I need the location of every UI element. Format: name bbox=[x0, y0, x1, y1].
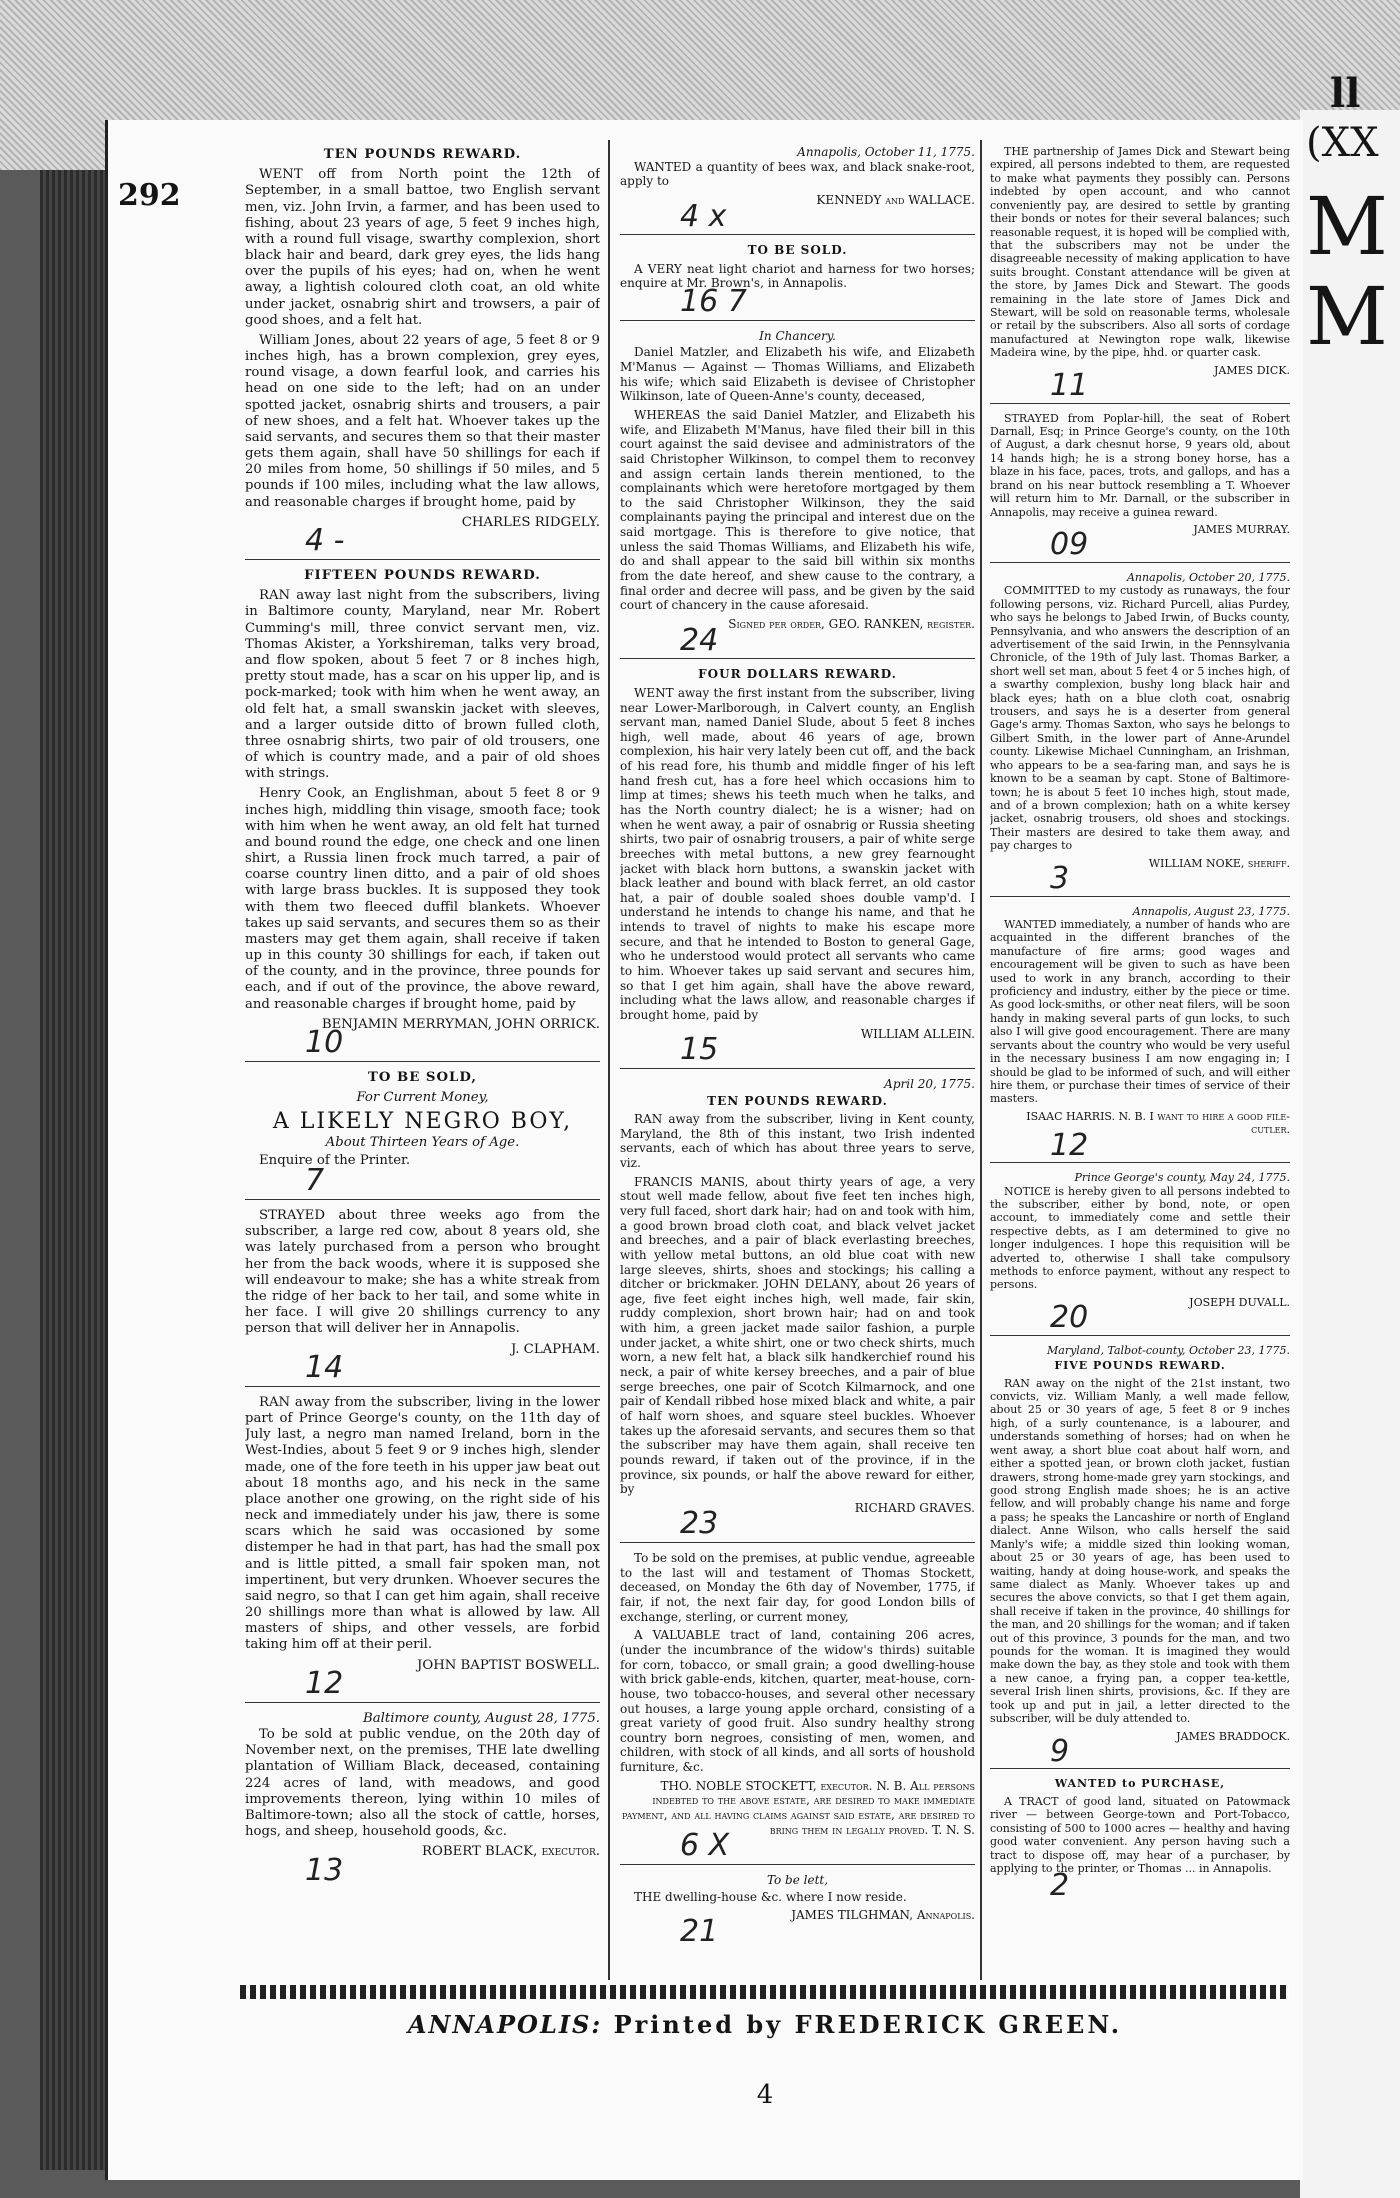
advertisement bbox=[620, 1551, 975, 1865]
handwritten-annotation: 7 bbox=[305, 1162, 325, 1198]
ad-signature: WILLIAM NOKE, sheriff. bbox=[1148, 856, 1290, 870]
ad-lead-paragraph: Daniel Matzler, and Elizabeth his wife, and Elizabeth M'Manus — Against — Thomas Williams, and Elizabeth his wife; which said Elizabeth is devisee of Christopher Wilkinson, late of Queen-Anne's county, deceased, bbox=[620, 345, 975, 404]
ad-signature: THO. NOBLE STOCKETT, executor. N. B. All persons indebted to the above estate, are desired to make immediate payment, and all having claims against said estate, are desired to bring them in legally proved. T. N. S. bbox=[621, 1778, 975, 1837]
column-rule bbox=[980, 140, 982, 1980]
facing-page-fragment: (XX bbox=[1306, 120, 1379, 166]
handwritten-annotation: 14 bbox=[305, 1349, 344, 1385]
handwritten-annotation: 9 bbox=[1050, 1733, 1070, 1769]
ad-body-paragraph: Enquire of the Printer. bbox=[259, 1152, 411, 1168]
ad-signature: Signed per order, GEO. RANKEN, register. bbox=[728, 616, 975, 631]
handwritten-annotation: 23 bbox=[680, 1506, 719, 1542]
handwritten-annotation: 09 bbox=[1050, 527, 1089, 563]
ad-lead-paragraph: COMMITTED to my custody as runaways, the four following persons, viz. Richard Purcell, alias Purdey, who says he belongs to Jabed Irwin, of Bucks county, Pennsylvania, and who answers the description of an advertisement of the said Irwin, in the Pennsylvania Chronicle, of the 19th of July last. Thomas Barker, a short well set man, about 5 feet 4 or 5 inches high, of a swarthy complexion, bushy long black hair and black eyes; hath on a blue cloth coat, osnabrig trousers, and says he is a deserter from general Gage's army. Thomas Saxton, who says he belongs to Gilbert Smith, in the lower part of Anne-Arundel county. Likewise Michael Cunningham, an Irishman, who appears to be a sea-faring man, and says he is known to be a seaman by capt. Stone of Baltimore-town; he is about 5 feet 10 inches high, stout made, and of a brown complexion; hath on a white kersey jacket, osnabrig trousers, old shoes and stockings. Their masters are desired to take them away, and pay charges to bbox=[990, 584, 1290, 853]
advertisement bbox=[990, 412, 1290, 563]
ad-lead-paragraph: WANTED immediately, a number of hands who are acquainted in the different branches of the manufacture of fire arms; good wages and encouragement will be given to such as have been used to work in any branch, according to their proficiency and industry, either by the piece or time. As good lock-smiths, or other neat filers, will be soon handy in making several parts of gun locks, to such also I will give good encouragement. There are many servants about the country who would be very useful in the necessary business I am now engaging in; I should be glad to be informed of such, and will either hire them, or purchase their times of service of their masters. bbox=[990, 917, 1290, 1106]
advertisement bbox=[245, 1711, 600, 1889]
handwritten-annotation: 4 x bbox=[680, 198, 727, 234]
ad-subheading: About Thirteen Years of Age. bbox=[325, 1134, 520, 1150]
advertisement bbox=[990, 1344, 1290, 1770]
ad-lead-paragraph: NOTICE is hereby given to all persons indebted to the subscriber, either by bond, note, or open account, to immediately come and settle their respective debts, as I am determined to give no longer indulgences. I hope this requisition will be adverted to, otherwise I shall take compulsory methods to enforce payment, without any respect to persons. bbox=[990, 1184, 1290, 1292]
ad-body-paragraph: William Jones, about 22 years of age, 5 feet 8 or 9 inches high, has a brown complexion, grey eyes, round visage, a down fearful look, and carries his head on one side to the left; had on an under spotted jacket, osnabrig shirts and trousers, a pair of new shoes, and a felt hat. Whoever takes up the said servants, and secures them so that their master gets them again, shall have 50 shillings for each if 20 miles from home, 50 shillings if 50 miles, and 5 pounds if 100 miles, including what the law allows, and reasonable charges if brought home, paid by bbox=[245, 332, 600, 510]
advertisement bbox=[245, 147, 600, 560]
ad-heading: TO BE SOLD, bbox=[368, 1070, 477, 1086]
imprint bbox=[240, 2010, 1290, 2039]
top-mark: ll bbox=[1330, 70, 1361, 117]
ad-signature: JAMES MURRAY. bbox=[1193, 522, 1290, 536]
imprint-printed: Printed by bbox=[613, 2010, 784, 2039]
ad-body-paragraph: Henry Cook, an Englishman, about 5 feet 8 or 9 inches high, middling thin visage, smooth face; took with him when he went away, an old felt hat turned and bound round the edge, one check and one linen shirt, a Russia linen frock much tarred, a pair of coarse country linen ditto, and a pair of old shoes with large brass buckles. It is supposed they took with them two fleeced duffil blankets. Whoever takes up said servants, and secures them so as their masters may get them again, shall receive if taken up in this county 30 shillings for each, if taken out of the county, and in the province, three pounds for each, and if out of the province, the above reward, and reasonable charges if brought home, paid by bbox=[245, 786, 600, 1012]
ad-heading: TEN POUNDS REWARD. bbox=[707, 1093, 888, 1108]
ad-signature: JOHN BAPTIST BOSWELL. bbox=[417, 1657, 600, 1673]
ad-signature: ROBERT BLACK, executor. bbox=[422, 1844, 600, 1860]
ad-lead-paragraph: WENT off from North point the 12th of September, in a small battoe, two English servant men, viz. John Irvin, a farmer, and has been used to fishing, about 23 years of age, 5 feet 9 inches high, with a round full visage, swarthy complexion, short black hair and beard, dark grey eyes, the lids hang over the pupils of his eyes; had on, when he went away, a lightish coloured cloth coat, an old white under jacket, osnabrig shirt and trowsers, a pair of good shoes, and a felt hat. bbox=[245, 167, 600, 328]
column-2 bbox=[620, 145, 975, 1957]
handwritten-annotation: 6 X bbox=[680, 1828, 730, 1864]
facing-page-fragment: M bbox=[1306, 180, 1388, 273]
ad-body-paragraph: WHEREAS the said Daniel Matzler, and Elizabeth his wife, and Elizabeth M'Manus, have filed their bill in this court against the said devisee and administrators of the said Christopher Wilkinson, to compel them to reconvey and assign certain lands therein mentioned, to the complainants which were heretofore mortgaged by them to the said Christopher Wilkinson, they the said complainants paying the principal and interest due on the said mortgage. This is therefore to give notice, that unless the said Thomas Williams, and Elizabeth his wife, do and shall appear to the said bill within six months from the date hereof, and shew cause to the contrary, a final order and decree will pass, and be given by the said court of chancery in the cause aforesaid. bbox=[620, 407, 975, 613]
ad-signature: JOSEPH DUVALL. bbox=[1189, 1295, 1290, 1309]
ad-lead-paragraph: RAN away on the night of the 21st instant, two convicts, viz. William Manly, a well made fellow, about 25 or 30 years of age, 5 feet 8 or 9 inches high, of a surly countenance, is a labourer, and understands something of horses; had on when he went away, a short blue coat about half worn, and either a spotted jean, or brown cloth jacket, fustian drawers, strong home-made grey yarn stockings, and good strong English made shoes; he is an active fellow, and will probably change his name and forge a pass; he speaks the Lancashire or north of England dialect. Anne Wilson, who calls herself the said Manly's wife; a middle sized thin looking woman, about 25 or 30 years of age, has been used to waiting, handy at doing house-work, and speaks the same dialect as Manly. Whoever takes up and secures the above convicts, so that I get them again, shall receive if taken in the province, 40 shillings for the man, and 20 shillings for the woman; and if taken out of this province, 3 pounds for the man, and two pounds for the woman. It is imagined they would make down the bay, as they stole and took with them a new canoe, a frying pan, a copper tea-kettle, several Irish linen shirts, provisions, &c. If they are took up and put in jail, a letter directed to the subscriber, will be duly attended to. bbox=[990, 1376, 1290, 1726]
column-1 bbox=[245, 145, 600, 1897]
ad-dateline: Baltimore county, August 28, 1775. bbox=[363, 1710, 600, 1726]
ad-heading: FOUR DOLLARS REWARD. bbox=[698, 667, 897, 682]
advertisement bbox=[990, 1777, 1290, 1902]
advertisement bbox=[620, 667, 975, 1069]
handwritten-annotation: 11 bbox=[1050, 368, 1089, 404]
footer-ornament-rule bbox=[240, 1985, 1290, 1999]
advertisement bbox=[245, 1395, 600, 1703]
ad-lead-paragraph: WENT away the first instant from the subscriber, living near Lower-Marlborough, in Calvert county, an English servant man, named Daniel Slude, about 5 feet 8 inches high, well made, about 46 years of age, brown complexion, his hair very lately been cut off, and the back of his read fore, his thumb and middle finger of his left hand fresh cut, has a fore heel which occasions him to limp at times; shews his teeth much when he talks, and has the North country dialect; he is a wisner; had on when he went away, a pair of osnabrig or Russia sheeting shirts, two pair of osnabrig trousers, a pair of white serge breeches with metal buttons, a new grey fearnought jacket with black horn buttons, a swanskin jacket with black leather and bound with black ferret, an old castor hat, a pair of double soaled shoes double vamp'd. I understand he intends to change his name, and that he intends to travel of nights to make his escape more secure, and that he intended to Boston to general Gage, who he understood would protect all servants who came to him. Whoever takes up said servant and secures him, so that I get him again, shall have the above reward, including what the laws allow, and reasonable charges if brought home, paid by bbox=[620, 685, 975, 1022]
imprint-place: ANNAPOLIS: bbox=[407, 2010, 603, 2039]
handwritten-annotation: 12 bbox=[1050, 1127, 1089, 1163]
ad-signature: JAMES DICK. bbox=[1214, 363, 1290, 377]
ad-large-heading: A LIKELY NEGRO BOY, bbox=[272, 1109, 573, 1135]
ad-heading: FIVE POUNDS REWARD. bbox=[1054, 1359, 1226, 1373]
ad-lead-paragraph: RAN away last night from the subscribers, living in Baltimore county, Maryland, near Mr. Robert Cumming's mill, three convict servant men, viz. Thomas Akister, a Yorkshireman, talks very broad, and flow spoken, about 5 feet 7 or 8 inches high, pretty stout made, has a scar on his upper lip, and is pock-marked; took with him when he went away, an old felt hat, a small swanskin jacket with sleeves, and a larger outside ditto of brown fulled cloth, three osnabrig shirts, two pair of old trousers, one of which is country made, and a pair of old shoes with strings. bbox=[245, 588, 600, 782]
ad-heading: TO BE SOLD. bbox=[747, 243, 848, 258]
handwritten-annotation: 10 bbox=[305, 1024, 344, 1060]
ad-lead-paragraph: STRAYED about three weeks ago from the subscriber, a large red cow, about 8 years old, she was lately purchased from a person who brought her from the back woods, where it is supposed she will endeavour to make; she has a white streak from the ridge of her back to her tail, and some white in her face. I will give 20 shillings currency to any person that will deliver her in Annapolis. bbox=[245, 1208, 600, 1337]
ad-dateline: Maryland, Talbot-county, October 23, 1775. bbox=[1047, 1343, 1290, 1357]
handwritten-annotation: 3 bbox=[1050, 861, 1070, 897]
advertisement bbox=[990, 145, 1290, 404]
ad-heading: WANTED to PURCHASE, bbox=[1054, 1777, 1226, 1791]
handwritten-annotation: 12 bbox=[305, 1665, 344, 1701]
handwritten-annotation: 20 bbox=[1050, 1300, 1089, 1336]
advertisement bbox=[245, 568, 600, 1062]
facing-page-fragment: M bbox=[1306, 270, 1388, 363]
ad-signature: JAMES BRADDOCK. bbox=[1176, 1729, 1290, 1743]
ad-heading: FIFTEEN POUNDS REWARD. bbox=[304, 568, 541, 584]
handwritten-annotation: 16 7 bbox=[680, 284, 747, 320]
handwritten-annotation: 21 bbox=[680, 1913, 719, 1949]
advertisement bbox=[990, 571, 1290, 897]
advertisement bbox=[990, 905, 1290, 1164]
ad-signature: CHARLES RIDGELY. bbox=[461, 514, 600, 530]
handwritten-annotation: 4 - bbox=[305, 522, 345, 558]
imprint-printer: FREDERICK GREEN. bbox=[794, 2010, 1123, 2039]
ad-lead-paragraph: WANTED a quantity of bees wax, and black snake-root, apply to bbox=[620, 159, 975, 189]
ad-lead-paragraph: THE partnership of James Dick and Stewart being expired, all persons indebted to them, are requested to make what payments they possibly can. Persons indebted by open account, and who cannot conveniently pay, are desired to settle by granting their bonds or notes for their several balances; such reasonable request, it is hoped will be complied with, that the subscribers may not be under the disagreeable necessity of making application to have suits brought. Constant attendance will be given at the store, by James Dick and Stewart. The goods remaining in the late store of James Dick and Stewart, will be sold on reasonable terms, wholesale or retail by the subscribers. Also all sorts of cordage manufactured at Newington rope walk, likewise Madeira wine, by the pipe, hhd. or quarter cask. bbox=[990, 145, 1290, 360]
advertisement bbox=[620, 1077, 975, 1543]
ad-subheading: In Chancery. bbox=[759, 328, 836, 343]
ad-dateline: Prince George's county, May 24, 1775. bbox=[1074, 1171, 1290, 1185]
handwritten-annotation: 2 bbox=[1050, 1868, 1070, 1904]
advertisement bbox=[245, 1208, 600, 1387]
ad-subheading: For Current Money, bbox=[356, 1090, 489, 1106]
handwritten-annotation: 15 bbox=[680, 1032, 719, 1068]
ad-lead-paragraph: A VERY neat light chariot and harness for two horses; enquire at Mr. Brown's, in Annapolis. bbox=[620, 261, 975, 291]
advertisement bbox=[620, 329, 975, 659]
ad-lead-paragraph: RAN away from the subscriber, living in the lower part of Prince George's county, on the 11th day of July last, a negro man named Ireland, born in the West-Indies, about 5 feet 9 or 9 inches high, slender made, one of the fore teeth in his upper jaw beat out about 18 months ago, and his neck in the same place another one growing, on the right side of his neck and immediately under his jaw, there is some scars which he said was occasioned by some distemper he had in that part, has had the small pox and is little pitted, a small fair spoken man, not impertinent, but very drunken. Whoever secures the said negro, so that I can get him again, shall receive 20 shillings more than what is allowed by law. All masters of ships, and other vessels, are forbid taking him off at their peril. bbox=[245, 1394, 600, 1653]
facing-page-edge bbox=[1300, 110, 1400, 2198]
ad-signature: JAMES TILGHMAN, Annapolis. bbox=[791, 1908, 975, 1923]
ad-heading: TEN POUNDS REWARD. bbox=[323, 147, 522, 162]
ad-subheading: To be lett, bbox=[766, 1872, 829, 1887]
ad-lead-paragraph: THE dwelling-house &c. where I now reside. bbox=[634, 1889, 907, 1904]
ad-lead-paragraph: To be sold on the premises, at public vendue, agreeable to the last will and testament of Thomas Stockett, deceased, on Monday the 6th day of November, 1775, if fair, if not, the next fair day, for good London bills of exchange, sterling, or current money, bbox=[620, 1551, 975, 1624]
ad-dateline: Annapolis, August 23, 1775. bbox=[1132, 904, 1290, 918]
ad-body-paragraph: A VALUABLE tract of land, containing 206 acres, (under the incumbrance of the widow's thirds) suitable for corn, tobacco, or small grain; a good dwelling-house with brick gable-ends, kitchen, quarter, meat-house, corn-house, two tobacco-houses, and several other necessary out houses, a large young apple orchard, consisting of a great variety of good fruit. Also sundry healthy strong country born negroes, consisting of men, women, and children, with stock of all kinds, and all sorts of houshold furniture, &c. bbox=[620, 1628, 975, 1775]
ad-signature: BENJAMIN MERRYMAN, JOHN ORRICK. bbox=[321, 1016, 600, 1032]
ad-dateline: Annapolis, October 11, 1775. bbox=[797, 145, 975, 159]
handwritten-annotation: 24 bbox=[680, 622, 719, 658]
ad-lead-paragraph: To be sold at public vendue, on the 20th day of November next, on the premises, THE late dwelling plantation of William Black, deceased, containing 224 acres of land, with meadows, and good improvements thereon, lying within 10 miles of Baltimore-town; also all the stock of cattle, horses, hogs, and sheep, household goods, &c. bbox=[245, 1727, 600, 1840]
ad-lead-paragraph: A TRACT of good land, situated on Patowmack river — between George-town and Port-Tobacco, consisting of 500 to 1000 acres — healthy and having good water convenient. Any person having such a tract to dispose off, may hear of a purchaser, by applying to the printer, or Thomas ... in Annapolis. bbox=[990, 1794, 1290, 1875]
advertisement bbox=[620, 145, 975, 235]
ad-body-paragraph: FRANCIS MANIS, about thirty years of age, a very stout well made fellow, about five feet ten inches high, very full faced, short dark hair; had on and took with him, a good brown broad cloth coat, and black velvet jacket and breeches, and a pair of black everlasting breeches, with yellow metal buttons, an old blue coat with new large sleeves, shirts, shoes and stockings; his calling a ditcher or brickmaker. JOHN DELANY, about 26 years of age, five feet eight inches high, well made, fair skin, ruddy complexion, short brown hair; had on and took with him, a green jacket made sailor fashion, a purple under jacket, a white shirt, one or two check shirts, much worn, a new felt hat, a black silk handkerchief round his neck, a pair of white kersey breeches, and a pair of blue serge breeches, one pair of Scotch Kilmarnock, and one pair of Kendall ribbed hose mixed black and white, a pair of half worn shoes, and square steel buckles. Whoever takes up the aforesaid servants, and secures them so that the subscriber may have them again, shall receive ten pounds reward, if taken out of the province, if in the province, six pounds, or half the above reward for either, by bbox=[620, 1174, 975, 1497]
ad-signature: J. CLAPHAM. bbox=[510, 1341, 600, 1357]
ad-signature: WILLIAM ALLEIN. bbox=[860, 1026, 975, 1041]
advertisement bbox=[620, 243, 975, 321]
advertisement bbox=[245, 1070, 600, 1200]
advertisement bbox=[620, 1873, 975, 1950]
column-3 bbox=[990, 145, 1290, 1911]
ad-signature: RICHARD GRAVES. bbox=[854, 1500, 975, 1515]
footer-page-mark: 4 bbox=[756, 2080, 774, 2110]
handwritten-annotation: 13 bbox=[305, 1852, 344, 1888]
ad-dateline: Annapolis, October 20, 1775. bbox=[1126, 570, 1290, 584]
ad-signature: ISAAC HARRIS. N. B. I want to hire a good file-cutler. bbox=[1026, 1109, 1290, 1137]
ad-lead-paragraph: STRAYED from Poplar-hill, the seat of Robert Darnall, Esq; in Prince George's county, on the 10th of August, a dark chesnut horse, 9 years old, about 14 hands high; he is a strong boney horse, has a blaze in his face, paces, trots, and gallops, and has a brand on his near buttock resembling a T. Whoever will return him to Mr. Darnall, or the subscriber in Annapolis, may receive a guinea reward. bbox=[990, 411, 1290, 519]
ad-dateline: April 20, 1775. bbox=[884, 1076, 975, 1091]
book-spine-edge bbox=[40, 170, 110, 2170]
page-number: 292 bbox=[118, 178, 181, 213]
advertisement bbox=[990, 1171, 1290, 1336]
ad-lead-paragraph: RAN away from the subscriber, living in Kent county, Maryland, the 8th of this instant, two Irish indented servants, each of which has about three years to serve, viz. bbox=[620, 1112, 975, 1171]
ad-signature: KENNEDY and WALLACE. bbox=[816, 192, 975, 207]
column-rule bbox=[608, 140, 610, 1980]
